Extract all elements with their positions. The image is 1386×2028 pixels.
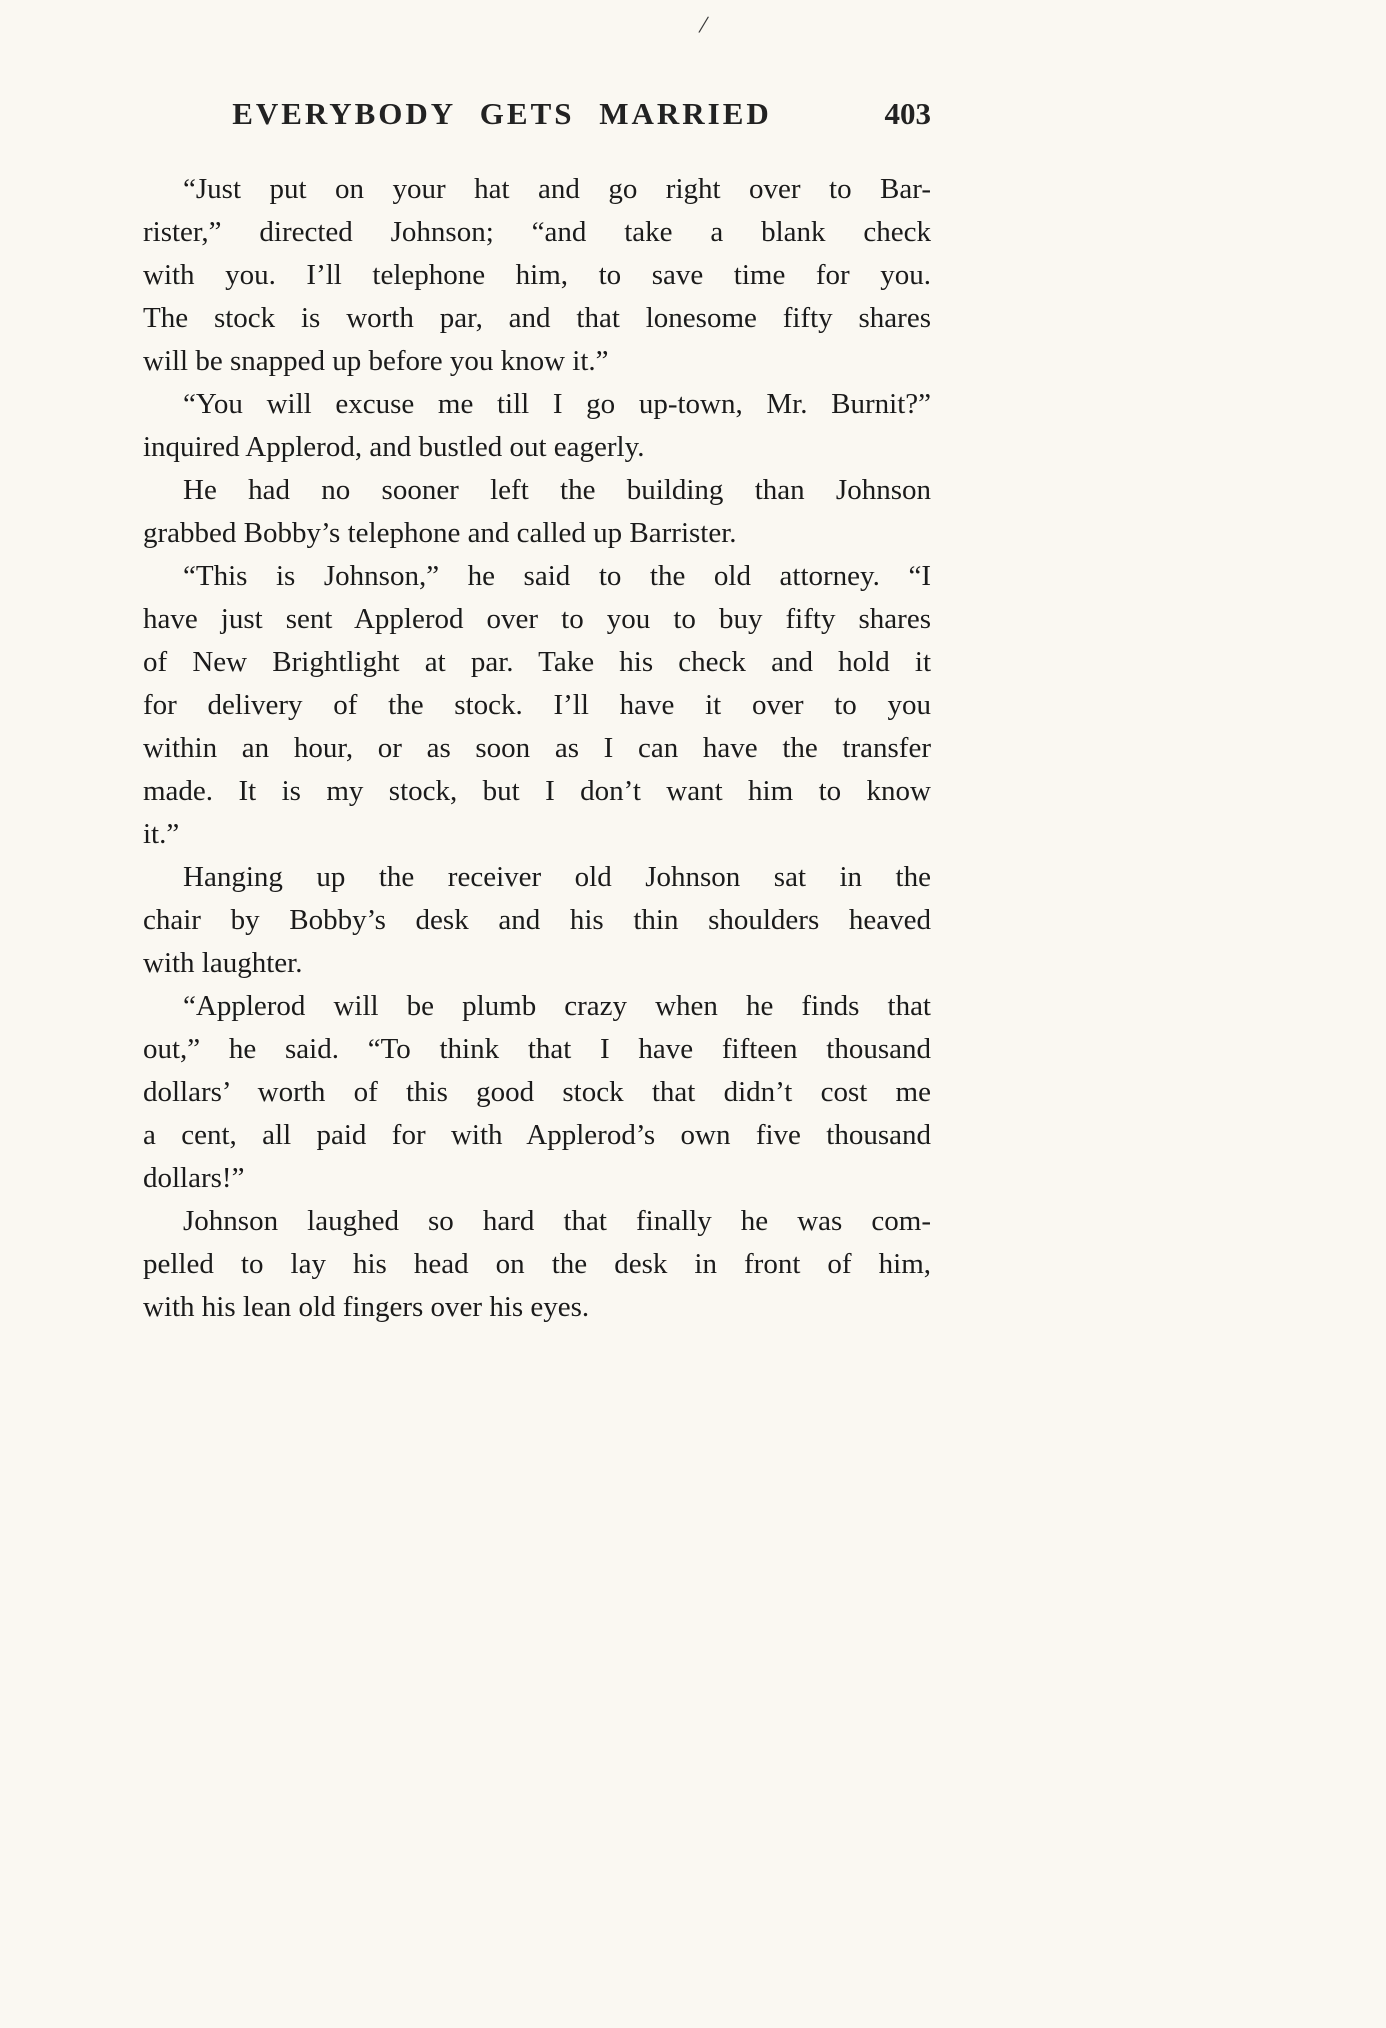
text-line: a cent, all paid for with Applerod’s own five thousand: [143, 1119, 931, 1151]
paragraph: [143, 1200, 931, 1329]
text-line: rister,” directed Johnson; “and take a blank check: [143, 216, 931, 248]
text-line: dollars!”: [143, 1162, 245, 1194]
page-number: 403: [884, 96, 931, 131]
scan-artifact-mark: /: [697, 9, 711, 40]
text-line: made. It is my stock, but I don’t want him to know: [143, 775, 931, 807]
text-line: dollars’ worth of this good stock that didn’t cost me: [143, 1076, 931, 1108]
text-line: Hanging up the receiver old Johnson sat in the: [183, 861, 931, 893]
text-line: pelled to lay his head on the desk in front of him,: [143, 1248, 931, 1280]
paragraph: [143, 856, 931, 985]
text-line: of New Brightlight at par. Take his check and hold it: [143, 646, 931, 678]
text-line: “You will excuse me till I go up-town, Mr. Burnit?”: [183, 388, 931, 420]
paragraph: [143, 469, 931, 555]
paragraph: [143, 383, 931, 469]
text-line: have just sent Applerod over to you to buy fifty shares: [143, 603, 931, 635]
paragraph: [143, 168, 931, 383]
text-line: inquired Applerod, and bustled out eagerly.: [143, 431, 645, 463]
text-line: grabbed Bobby’s telephone and called up Barrister.: [143, 517, 737, 549]
text-line: He had no sooner left the building than Johnson: [183, 474, 931, 506]
text-line: within an hour, or as soon as I can have the transfer: [143, 732, 931, 764]
text-line: with his lean old fingers over his eyes.: [143, 1291, 590, 1323]
text-line: chair by Bobby’s desk and his thin shoulders heaved: [143, 904, 931, 936]
paragraph: [143, 985, 931, 1200]
text-line: with you. I’ll telephone him, to save time for you.: [143, 259, 931, 291]
text-line: out,” he said. “To think that I have fifteen thousand: [143, 1033, 931, 1065]
text-line: “Applerod will be plumb crazy when he finds that: [183, 990, 931, 1022]
text-line: “This is Johnson,” he said to the old attorney. “I: [183, 560, 931, 592]
text-line: Johnson laughed so hard that finally he was com-: [183, 1205, 931, 1237]
text-line: “Just put on your hat and go right over to Bar-: [183, 173, 931, 205]
chapter-title: EVERYBODY GETS MARRIED: [232, 96, 772, 131]
running-header: [143, 96, 931, 142]
text-line: with laughter.: [143, 947, 303, 979]
text-line: for delivery of the stock. I’ll have it over to you: [143, 689, 931, 721]
text-line: it.”: [143, 818, 180, 850]
text-line: The stock is worth par, and that lonesome fifty shares: [143, 302, 931, 334]
body-text: [143, 168, 931, 1329]
text-column: [143, 96, 931, 1329]
paragraph: [143, 555, 931, 856]
text-line: will be snapped up before you know it.”: [143, 345, 609, 377]
